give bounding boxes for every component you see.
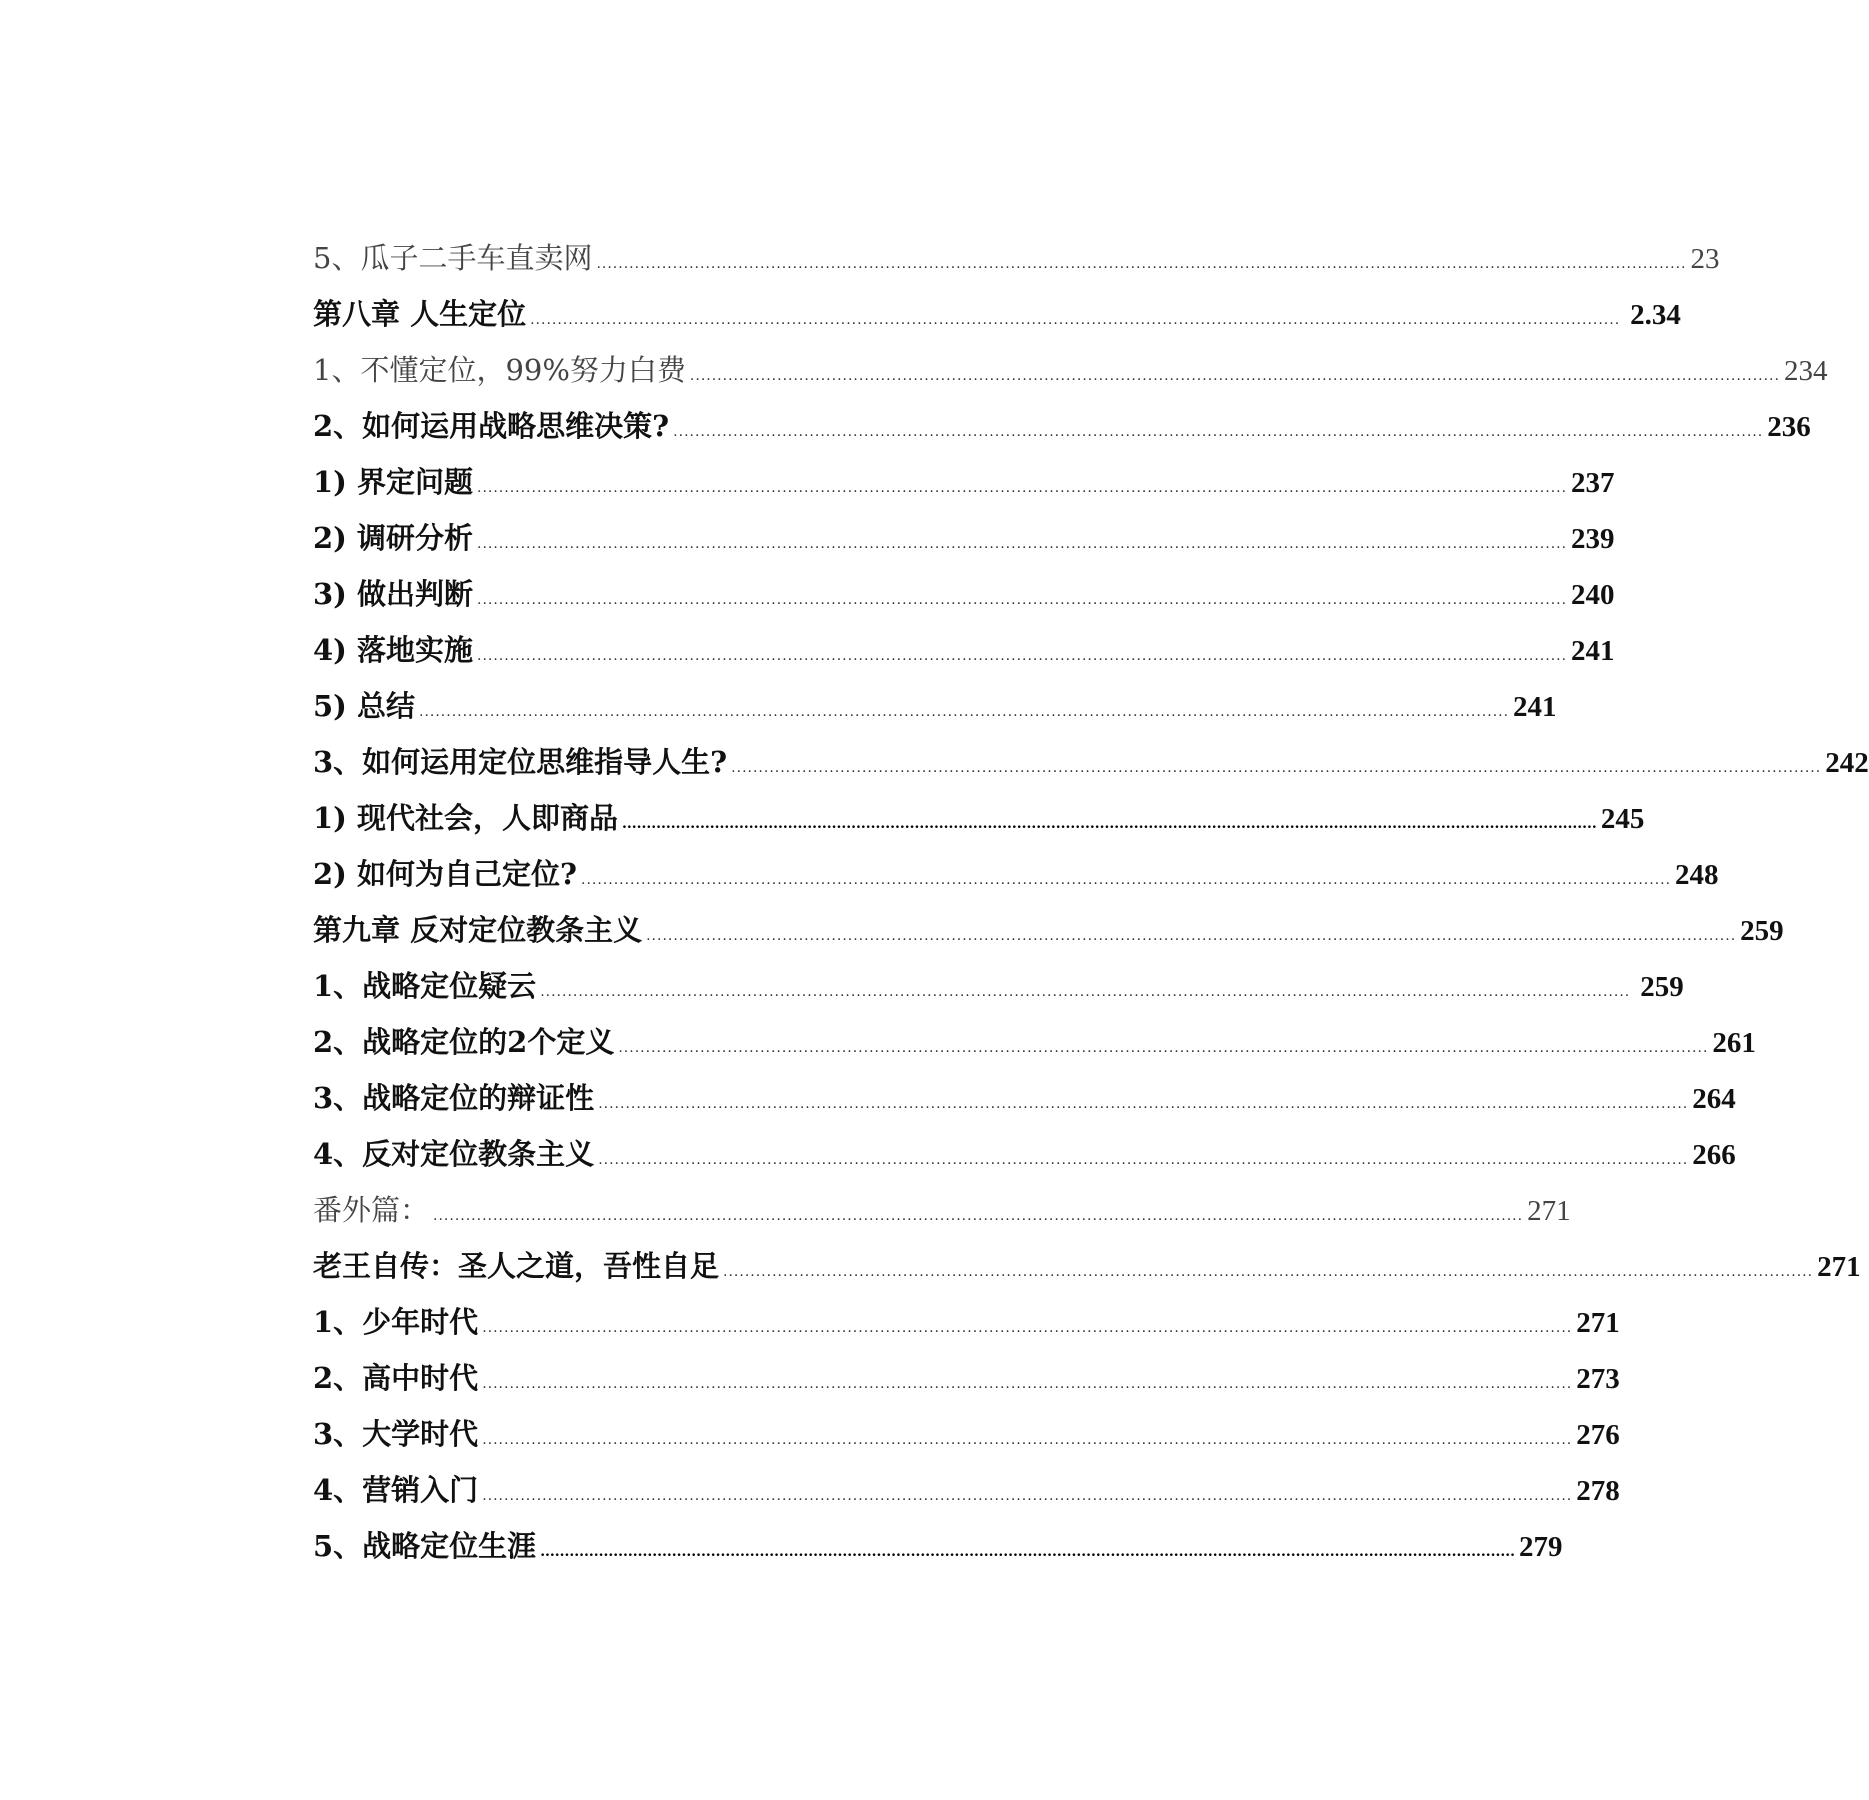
toc-leader-dots: ........................................................................................................................................................................................................ — [482, 1376, 1573, 1392]
toc-entry-title: 2、如何运用战略思维决策? — [313, 409, 670, 443]
toc-entry-title: 1) 界定问题 — [313, 465, 473, 499]
toc-entry[interactable] — [313, 1462, 1620, 1518]
toc-leader-dots: ........................................................................................................................................................................................................ — [646, 928, 1737, 944]
toc-entry-title: 4) 落地实施 — [313, 633, 473, 667]
toc-leader-dots: ........................................................................................................................................................................................................ — [482, 1432, 1573, 1448]
toc-entry[interactable] — [313, 566, 1615, 622]
toc-entry[interactable] — [313, 1238, 1861, 1294]
toc-entry[interactable] — [313, 510, 1615, 566]
toc-leader-dots: ........................................................................................................................................................................................................ — [482, 1488, 1573, 1504]
toc-leader-dots: ........................................................................................................................................................................................................ — [477, 592, 1568, 608]
toc-leader-dots: ........................................................................................................................................................................................................ — [673, 424, 1764, 440]
toc-entry-title: 3、如何运用定位思维指导人生? — [313, 745, 728, 779]
toc-entry[interactable] — [313, 958, 1684, 1014]
toc-entry-title: 3) 做出判断 — [313, 577, 473, 611]
toc-entry[interactable] — [313, 1350, 1620, 1406]
toc-entry[interactable] — [313, 1518, 1563, 1574]
toc-entry[interactable] — [313, 1070, 1736, 1126]
toc-entry[interactable] — [313, 286, 1681, 342]
toc-entry-title: 第九章 反对定位教条主义 — [313, 913, 643, 947]
toc-entry-page: 241 — [1571, 635, 1615, 667]
toc-entry-title: 5) 总结 — [313, 689, 415, 723]
toc-leader-dots: ........................................................................................................................................................................................................ — [581, 872, 1672, 888]
toc-entry-page: 241 — [1513, 691, 1557, 723]
toc-entry-page: 239 — [1571, 523, 1615, 555]
toc-leader-dots: ........................................................................................................................................................................................................ — [433, 1208, 1524, 1224]
toc-entry-page: 271 — [1527, 1195, 1571, 1227]
toc-entry-page: 271 — [1576, 1307, 1620, 1339]
toc-leader-dots: ........................................................................................................................................................................................................ — [598, 1152, 1689, 1168]
toc-entry[interactable] — [313, 1294, 1620, 1350]
toc-entry-title: 2、战略定位的2个定义 — [313, 1025, 615, 1059]
toc-entry-title: 1、不懂定位，99%努力白费 — [313, 353, 686, 387]
toc-entry-page: 259 — [1640, 971, 1684, 1003]
toc-leader-dots: ........................................................................................................................................................................................................ — [596, 256, 1687, 272]
toc-entry[interactable] — [313, 790, 1645, 846]
toc-entry-title: 第八章 人生定位 — [313, 297, 527, 331]
toc-leader-dots: ........................................................................................................................................................................................................ — [477, 536, 1568, 552]
toc-entry-page: 278 — [1576, 1475, 1620, 1507]
toc-entry[interactable] — [313, 846, 1719, 902]
toc-entry-page: 266 — [1692, 1139, 1736, 1171]
toc-entry[interactable] — [313, 622, 1615, 678]
toc-entry-title: 3、战略定位的辩证性 — [313, 1081, 595, 1115]
toc-entry-page: 236 — [1767, 411, 1811, 443]
toc-entry[interactable] — [313, 1126, 1736, 1182]
toc-entry[interactable] — [313, 230, 1720, 286]
toc-entry-page: 245 — [1600, 803, 1645, 835]
toc-entry-page: 237 — [1571, 467, 1615, 499]
table-of-contents — [313, 230, 1869, 1574]
toc-entry-title: 1) 现代社会，人即商品 — [313, 801, 618, 835]
toc-entry[interactable] — [313, 1406, 1620, 1462]
toc-leader-dots: ........................................................................................................................................................................................................ — [419, 704, 1510, 720]
toc-entry-page: 276 — [1576, 1419, 1620, 1451]
toc-entry[interactable] — [313, 398, 1811, 454]
toc-leader-dots: ........................................................................................................................................................................................................ — [530, 312, 1621, 328]
toc-entry[interactable] — [313, 1182, 1571, 1238]
toc-entry[interactable] — [313, 1014, 1756, 1070]
toc-leader-dots: ........................................................................................................................................................................................................ — [731, 760, 1822, 776]
toc-entry-page: 271 — [1817, 1251, 1861, 1283]
toc-entry-title: 2、高中时代 — [313, 1361, 479, 1395]
toc-leader-dots: ........................................................................................................................................................................................................ — [723, 1264, 1814, 1280]
toc-leader-dots: ........................................................................................................................................................................................................ — [598, 1096, 1689, 1112]
toc-entry[interactable] — [313, 454, 1615, 510]
toc-entry-page: 261 — [1712, 1027, 1756, 1059]
toc-entry-page: 240 — [1571, 579, 1615, 611]
toc-entry-title: 3、大学时代 — [313, 1417, 479, 1451]
toc-entry-page: 23 — [1690, 243, 1720, 275]
toc-leader-dots: ........................................................................................................................................................................................................ — [622, 816, 1597, 832]
toc-entry-title: 番外篇： — [313, 1193, 430, 1227]
toc-entry-page: 234 — [1783, 355, 1828, 387]
toc-entry-page: 264 — [1692, 1083, 1736, 1115]
toc-entry-page: 248 — [1675, 859, 1719, 891]
toc-leader-dots: ........................................................................................................................................................................................................ — [618, 1040, 1709, 1056]
toc-entry-page: 259 — [1740, 915, 1784, 947]
toc-leader-dots: ........................................................................................................................................................................................................ — [477, 648, 1568, 664]
toc-leader-dots: ........................................................................................................................................................................................................ — [540, 984, 1631, 1000]
toc-leader-dots: ........................................................................................................................................................................................................ — [482, 1320, 1573, 1336]
toc-leader-dots: ........................................................................................................................................................................................................ — [689, 368, 1780, 384]
toc-entry-title: 4、反对定位教条主义 — [313, 1137, 595, 1171]
toc-entry-page: 279 — [1519, 1531, 1563, 1563]
toc-entry-title: 2) 如何为自己定位? — [313, 857, 577, 891]
toc-leader-dots: ........................................................................................................................................................................................................ — [477, 480, 1568, 496]
toc-entry-title: 1、少年时代 — [313, 1305, 479, 1339]
toc-entry[interactable] — [313, 902, 1784, 958]
toc-entry[interactable] — [313, 678, 1557, 734]
toc-entry-title: 老王自传：圣人之道，吾性自足 — [313, 1249, 720, 1283]
toc-entry[interactable] — [313, 342, 1828, 398]
toc-entry[interactable] — [313, 734, 1869, 790]
toc-entry-title: 1、战略定位疑云 — [313, 969, 537, 1003]
toc-leader-dots: ........................................................................................................................................................................................................ — [540, 1544, 1515, 1560]
toc-entry-title: 5、瓜子二手车直卖网 — [313, 241, 593, 275]
toc-entry-page: 242 — [1825, 747, 1869, 779]
toc-entry-title: 5、战略定位生涯 — [313, 1529, 537, 1563]
toc-entry-page: 273 — [1576, 1363, 1620, 1395]
toc-entry-title: 4、营销入门 — [313, 1473, 479, 1507]
toc-entry-title: 2) 调研分析 — [313, 521, 473, 555]
toc-entry-page: 2.34 — [1630, 299, 1681, 331]
